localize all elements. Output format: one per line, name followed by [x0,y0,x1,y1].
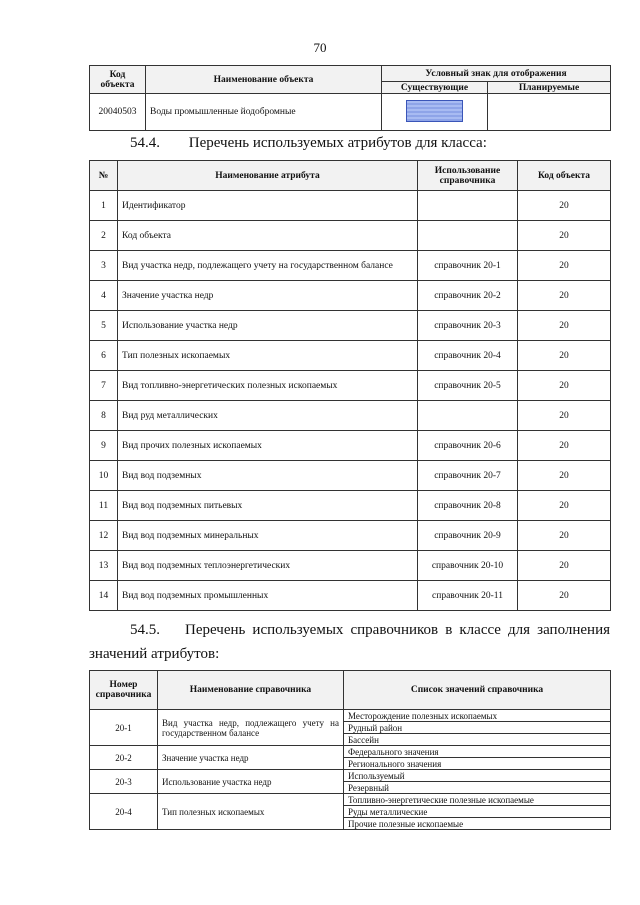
dict-value-cell: Используемый [344,770,611,782]
object-name-cell: Воды промышленные йодобромные [146,94,382,131]
attr-code-cell: 20 [518,461,611,491]
attr-name-cell: Вид вод подземных питьевых [118,491,418,521]
attr-ref-cell [418,191,518,221]
attr-code-cell: 20 [518,551,611,581]
dict-value-cell: Прочие полезные ископаемые [344,818,611,830]
attr-ref-cell: справочник 20-10 [418,551,518,581]
attr-ref-cell: справочник 20-7 [418,461,518,491]
attr-name-cell: Значение участка недр [118,281,418,311]
attr-name-header: Наименование атрибута [118,161,418,191]
table-row [90,191,611,221]
attr-name-cell: Код объекта [118,221,418,251]
attr-name-cell: Тип полезных ископаемых [118,341,418,371]
attr-ref-cell [418,221,518,251]
attr-name-cell: Вид топливно-энергетических полезных ископаемых [118,371,418,401]
section-title: Перечень используемых атрибутов для класса: [188,135,487,151]
dict-value-cell: Рудный район [344,722,611,734]
table-row [90,521,611,551]
attr-ref-cell: справочник 20-2 [418,281,518,311]
table-row [90,281,611,311]
attr-name-cell: Вид вод подземных минеральных [118,521,418,551]
attr-ref-cell: справочник 20-9 [418,521,518,551]
planned-symbol-cell [488,94,611,131]
table-row [90,251,611,281]
attr-name-cell: Вид прочих полезных ископаемых [118,431,418,461]
attr-name-cell: Вид участка недр, подлежащего учету на государственном балансе [118,251,418,281]
table-row [90,710,611,722]
dict-value-cell: Топливно-энергетические полезные ископаемые [344,794,611,806]
dict-values-header: Список значений справочника [344,671,611,710]
attr-ref-cell: справочник 20-11 [418,581,518,611]
table-row [90,551,611,581]
attr-code-cell: 20 [518,341,611,371]
section-number: 54.5. [130,622,160,638]
table-row [90,491,611,521]
attr-name-cell: Вид руд металлических [118,401,418,431]
existing-header: Существующие [382,82,488,94]
attr-num-cell: 9 [90,431,118,461]
dict-value-cell: Руды металлические [344,806,611,818]
section-number: 54.4. [130,135,160,151]
table-row [90,431,611,461]
attr-name-cell: Идентификатор [118,191,418,221]
dict-value-cell: Резервный [344,782,611,794]
attr-name-cell: Использование участка недр [118,311,418,341]
attr-num-cell: 14 [90,581,118,611]
symbol-header: Условный знак для отображения [382,66,611,82]
attr-num-cell: 5 [90,311,118,341]
attr-num-cell: 10 [90,461,118,491]
dictionaries-table [89,670,611,830]
attr-name-cell: Вид вод подземных промышленных [118,581,418,611]
table-row [90,581,611,611]
section-title-line2: значений атрибутов: [89,646,220,662]
section-54-5-heading [130,622,610,639]
attr-name-cell: Вид вод подземных теплоэнергетических [118,551,418,581]
attr-code-cell: 20 [518,191,611,221]
object-code-header: Код объекта [90,66,146,94]
dict-num-cell: 20-2 [90,746,158,770]
attr-ref-cell: справочник 20-5 [418,371,518,401]
existing-symbol-cell [382,94,488,131]
attr-num-header: № [90,161,118,191]
dict-name-cell: Использование участка недр [158,770,344,794]
attr-num-cell: 11 [90,491,118,521]
attr-name-cell: Вид вод подземных [118,461,418,491]
attr-num-cell: 1 [90,191,118,221]
attr-num-cell: 8 [90,401,118,431]
attr-ref-cell [418,401,518,431]
table-row [90,221,611,251]
attr-code-cell: 20 [518,581,611,611]
dict-name-header: Наименование справочника [158,671,344,710]
attr-ref-cell: справочник 20-3 [418,311,518,341]
attr-ref-cell: справочник 20-8 [418,491,518,521]
table-row [90,770,611,782]
dict-value-cell: Регионального значения [344,758,611,770]
attr-num-cell: 3 [90,251,118,281]
table-row [90,311,611,341]
table-row [90,461,611,491]
dict-name-cell: Значение участка недр [158,746,344,770]
dict-value-cell: Месторождение полезных ископаемых [344,710,611,722]
object-name-header: Наименование объекта [146,66,382,94]
attr-ref-cell: справочник 20-6 [418,431,518,461]
section-title-line1: Перечень используемых справочников в классе для заполнения [185,622,610,638]
attr-num-cell: 12 [90,521,118,551]
attr-ref-header: Использование справочника [418,161,518,191]
attr-code-cell: 20 [518,491,611,521]
attr-code-cell: 20 [518,371,611,401]
dict-name-cell: Тип полезных ископаемых [158,794,344,830]
attr-num-cell: 6 [90,341,118,371]
attr-num-cell: 7 [90,371,118,401]
dict-num-cell: 20-4 [90,794,158,830]
dict-value-cell: Бассейн [344,734,611,746]
dict-name-cell: Вид участка недр, подлежащего учету на государственном балансе [158,710,344,746]
table-row [90,371,611,401]
water-symbol-icon [406,100,463,122]
attr-num-cell: 2 [90,221,118,251]
attr-num-cell: 13 [90,551,118,581]
object-table [89,65,611,131]
dict-num-cell: 20-3 [90,770,158,794]
attr-code-cell: 20 [518,401,611,431]
attr-code-header: Код объекта [518,161,611,191]
table-row [90,794,611,806]
table-row [90,401,611,431]
attr-ref-cell: справочник 20-4 [418,341,518,371]
table-row [90,341,611,371]
attr-code-cell: 20 [518,521,611,551]
object-code-cell: 20040503 [90,94,146,131]
table-row [90,746,611,758]
planned-header: Планируемые [488,82,611,94]
attr-num-cell: 4 [90,281,118,311]
attr-ref-cell: справочник 20-1 [418,251,518,281]
section-54-4-heading [130,135,487,152]
attr-code-cell: 20 [518,251,611,281]
attributes-table [89,160,611,611]
attr-code-cell: 20 [518,221,611,251]
dict-value-cell: Федерального значения [344,746,611,758]
dict-num-header: Номер справочника [90,671,158,710]
attr-code-cell: 20 [518,311,611,341]
attr-code-cell: 20 [518,431,611,461]
dict-num-cell: 20-1 [90,710,158,746]
attr-code-cell: 20 [518,281,611,311]
page-number: 70 [313,40,327,55]
